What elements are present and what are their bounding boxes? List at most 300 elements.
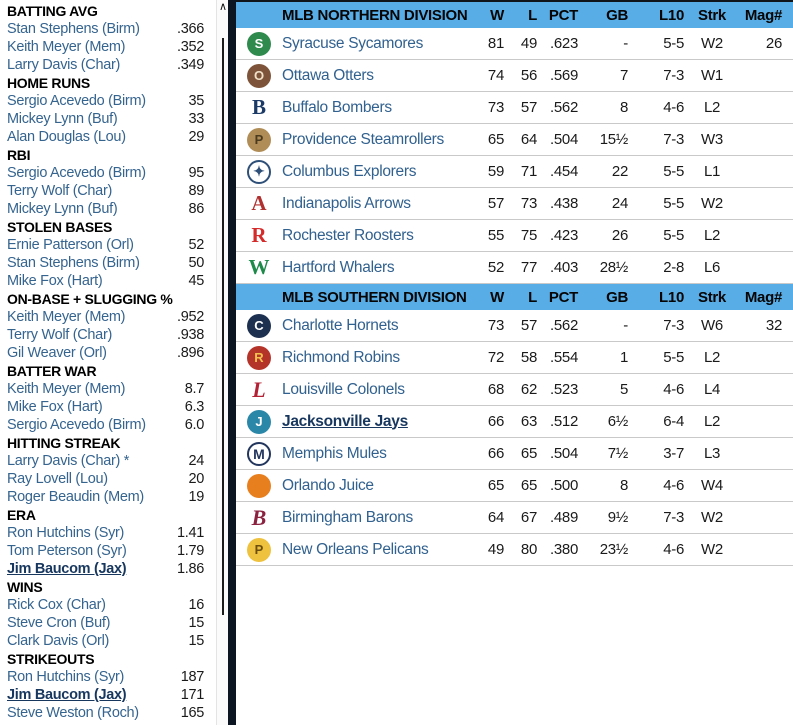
team-logo-cell — [236, 538, 282, 562]
scrollbar-thumb[interactable] — [222, 38, 224, 615]
player-name-link[interactable]: Jim Baucom (Jax) — [7, 687, 127, 703]
team-logo-cell — [236, 32, 282, 56]
sidebar-scrollbar[interactable] — [216, 0, 228, 725]
leader-row[interactable] — [0, 110, 216, 128]
player-stat-value: .366 — [176, 21, 204, 37]
team-logo-cell — [236, 346, 282, 370]
column-header-gb[interactable]: GB — [606, 288, 628, 306]
column-header-gb[interactable]: GB — [606, 6, 628, 24]
leader-row[interactable] — [0, 182, 216, 200]
team-last10: 2-8 — [663, 259, 684, 276]
team-row[interactable] — [236, 310, 793, 342]
team-games-back: 1 — [619, 349, 628, 366]
leader-row[interactable] — [0, 128, 216, 146]
leader-list — [0, 164, 216, 218]
team-row[interactable] — [236, 534, 793, 566]
team-pct: .380 — [550, 541, 578, 558]
team-name-link[interactable]: Columbus Explorers — [282, 162, 417, 180]
leader-section — [0, 290, 216, 362]
team-pct: .504 — [550, 131, 578, 148]
team-streak: L2 — [703, 227, 721, 244]
leader-list — [0, 524, 216, 578]
division-standings — [236, 2, 793, 284]
team-losses: 65 — [520, 445, 537, 462]
team-last10: 4-6 — [663, 477, 684, 494]
team-last10: 5-5 — [663, 163, 684, 180]
team-logo-icon: M — [247, 442, 271, 466]
team-logo-cell — [236, 192, 282, 216]
team-logo-cell — [236, 506, 282, 530]
team-wins: 66 — [487, 445, 504, 462]
team-wins: 49 — [487, 541, 504, 558]
leader-row[interactable] — [0, 254, 216, 272]
column-header-l[interactable]: L — [528, 288, 537, 306]
player-name-link[interactable]: Tom Peterson (Syr) — [7, 543, 127, 559]
leader-section — [0, 506, 216, 578]
team-name-link[interactable]: Memphis Mules — [282, 444, 387, 462]
leader-row[interactable] — [0, 686, 216, 704]
leader-row[interactable] — [0, 236, 216, 254]
leader-row[interactable] — [0, 488, 216, 506]
player-name-link[interactable]: Ron Hutchins (Syr) — [7, 525, 125, 541]
standings-panel — [236, 0, 793, 725]
player-stat-value: 33 — [188, 111, 204, 127]
team-games-back: - — [623, 35, 628, 52]
team-name-link[interactable]: Orlando Juice — [282, 476, 374, 494]
team-streak: L3 — [703, 445, 721, 462]
team-logo-cell — [236, 474, 282, 498]
team-streak: W2 — [701, 509, 723, 526]
leader-section — [0, 218, 216, 290]
team-logo-cell — [236, 256, 282, 280]
team-name-link[interactable]: Providence Steamrollers — [282, 130, 444, 148]
player-stat-value: 6.0 — [184, 417, 204, 433]
team-streak: W2 — [701, 195, 723, 212]
player-stat-value: 86 — [188, 201, 204, 217]
team-games-back: 24 — [611, 195, 628, 212]
team-wins: 72 — [487, 349, 504, 366]
team-games-back: 6½ — [607, 413, 628, 430]
team-streak: L6 — [703, 259, 721, 276]
team-pct: .562 — [550, 317, 578, 334]
leader-row[interactable] — [0, 272, 216, 290]
player-name-link[interactable]: Steve Cron (Buf) — [7, 615, 111, 631]
team-logo-cell — [236, 224, 282, 248]
player-name-link[interactable]: Clark Davis (Orl) — [7, 633, 110, 649]
team-losses: 64 — [520, 131, 537, 148]
team-streak: L2 — [703, 349, 721, 366]
team-last10: 5-5 — [663, 227, 684, 244]
team-row[interactable] — [236, 156, 793, 188]
team-pct: .489 — [550, 509, 578, 526]
column-header-pct[interactable]: PCT — [548, 288, 578, 306]
player-stat-value: 95 — [188, 165, 204, 181]
player-stat-value: 29 — [188, 129, 204, 145]
team-name-link[interactable]: Charlotte Hornets — [282, 316, 399, 334]
team-logo-icon: P — [247, 128, 271, 152]
player-name-link[interactable]: Jim Baucom (Jax) — [7, 561, 127, 577]
player-name-link[interactable]: Larry Davis (Char) * — [7, 453, 130, 469]
player-stat-value: 20 — [188, 471, 204, 487]
leader-list — [0, 596, 216, 650]
team-pct: .562 — [550, 99, 578, 116]
column-header-strk[interactable]: Strk — [698, 288, 726, 306]
team-logo-icon: ✦ — [247, 160, 271, 184]
player-name-link[interactable]: Gil Weaver (Orl) — [7, 345, 107, 361]
team-pct: .504 — [550, 445, 578, 462]
player-stat-value: 50 — [188, 255, 204, 271]
team-row[interactable] — [236, 28, 793, 60]
leader-section-title: WINS — [7, 579, 43, 595]
team-wins: 73 — [487, 99, 504, 116]
player-name-link[interactable]: Roger Beaudin (Mem) — [7, 489, 144, 505]
leader-section — [0, 2, 216, 74]
column-header-mag[interactable]: Mag# — [744, 288, 782, 306]
team-row[interactable] — [236, 220, 793, 252]
team-pct: .454 — [550, 163, 578, 180]
player-name-link[interactable]: Keith Meyer (Mem) — [7, 39, 126, 55]
team-games-back: 23½ — [599, 541, 628, 558]
team-name-link[interactable]: Ottawa Otters — [282, 66, 374, 84]
team-pct: .623 — [550, 35, 578, 52]
leader-section-title: ON-BASE + SLUGGING % — [7, 291, 173, 307]
team-name-link[interactable]: Indianapolis Arrows — [282, 194, 411, 212]
leader-row[interactable] — [0, 668, 216, 686]
leader-section-title: HOME RUNS — [7, 75, 90, 91]
leader-list — [0, 380, 216, 434]
division-rows — [236, 310, 793, 566]
team-last10: 5-5 — [663, 195, 684, 212]
team-games-back: 15½ — [599, 131, 628, 148]
team-games-back: 5 — [619, 381, 628, 398]
leader-section — [0, 362, 216, 434]
team-wins: 57 — [487, 195, 504, 212]
player-stat-value: 1.79 — [176, 543, 204, 559]
division-header — [236, 284, 793, 310]
player-stat-value: 8.7 — [184, 381, 204, 397]
team-name-link[interactable]: Louisville Colonels — [282, 380, 405, 398]
team-last10: 3-7 — [663, 445, 684, 462]
team-pct: .512 — [550, 413, 578, 430]
scroll-up-icon[interactable]: ∧ — [218, 1, 228, 13]
team-logo-cell — [236, 378, 282, 402]
player-name-link[interactable]: Stan Stephens (Birm) — [7, 255, 140, 271]
team-name-link[interactable]: Richmond Robins — [282, 348, 400, 366]
leader-row[interactable] — [0, 20, 216, 38]
player-name-link[interactable]: Mike Fox (Hart) — [7, 399, 103, 415]
division-header — [236, 2, 793, 28]
leader-row[interactable] — [0, 560, 216, 578]
team-wins: 73 — [487, 317, 504, 334]
column-header-mag[interactable]: Mag# — [744, 6, 782, 24]
leader-row[interactable] — [0, 596, 216, 614]
league-leaders-sidebar — [0, 0, 216, 725]
team-name-link[interactable]: Syracuse Sycamores — [282, 34, 424, 52]
team-name-link[interactable]: Hartford Whalers — [282, 258, 395, 276]
team-row[interactable] — [236, 124, 793, 156]
team-logo-cell — [236, 64, 282, 88]
player-stat-value: 16 — [188, 597, 204, 613]
leader-row[interactable] — [0, 38, 216, 56]
team-logo-icon: L — [252, 376, 266, 402]
leader-row[interactable] — [0, 200, 216, 218]
team-games-back: 9½ — [607, 509, 628, 526]
team-row[interactable] — [236, 252, 793, 284]
leader-section — [0, 74, 216, 146]
team-pct: .403 — [550, 259, 578, 276]
team-logo-icon: B — [251, 504, 267, 530]
leader-section-title: STOLEN BASES — [7, 219, 113, 235]
leader-list — [0, 236, 216, 290]
leader-section — [0, 434, 216, 506]
team-logo-icon: A — [251, 191, 267, 215]
player-name-link[interactable]: Sergio Acevedo (Birm) — [7, 165, 146, 181]
team-streak: L2 — [703, 413, 721, 430]
player-name-link[interactable]: Steve Weston (Roch) — [7, 705, 139, 721]
team-row[interactable] — [236, 342, 793, 374]
team-wins: 55 — [487, 227, 504, 244]
leader-row[interactable] — [0, 542, 216, 560]
player-stat-value: .896 — [176, 345, 204, 361]
team-losses: 63 — [520, 413, 537, 430]
player-name-link[interactable]: Ron Hutchins (Syr) — [7, 669, 125, 685]
player-stat-value: 171 — [180, 687, 204, 703]
team-losses: 56 — [520, 67, 537, 84]
leader-section — [0, 650, 216, 722]
player-name-link[interactable]: Keith Meyer (Mem) — [7, 381, 126, 397]
player-stat-value: 35 — [188, 93, 204, 109]
team-logo-cell — [236, 442, 282, 466]
leader-row[interactable] — [0, 452, 216, 470]
team-last10: 6-4 — [663, 413, 684, 430]
column-header-strk[interactable]: Strk — [698, 6, 726, 24]
team-row[interactable] — [236, 60, 793, 92]
team-last10: 7-3 — [663, 67, 684, 84]
player-name-link[interactable]: Larry Davis (Char) — [7, 57, 121, 73]
team-row[interactable] — [236, 502, 793, 534]
leader-section-title: HITTING STREAK — [7, 435, 121, 451]
player-stat-value: 6.3 — [184, 399, 204, 415]
team-last10: 5-5 — [663, 35, 684, 52]
division-rows — [236, 28, 793, 284]
team-last10: 7-3 — [663, 317, 684, 334]
leader-row[interactable] — [0, 470, 216, 488]
player-stat-value: 1.86 — [176, 561, 204, 577]
team-logo-icon: P — [247, 538, 271, 562]
team-games-back: 8 — [619, 99, 628, 116]
team-streak: W3 — [701, 131, 723, 148]
team-losses: 57 — [520, 99, 537, 116]
leader-list — [0, 452, 216, 506]
team-name-link[interactable]: New Orleans Pelicans — [282, 540, 429, 558]
team-row[interactable] — [236, 438, 793, 470]
team-games-back: 7 — [619, 67, 628, 84]
team-logo-icon: W — [248, 255, 270, 279]
team-last10: 4-6 — [663, 381, 684, 398]
team-games-back: 28½ — [599, 259, 628, 276]
team-losses: 73 — [520, 195, 537, 212]
leader-row[interactable] — [0, 326, 216, 344]
division-standings — [236, 284, 793, 566]
team-pct: .438 — [550, 195, 578, 212]
leader-list — [0, 92, 216, 146]
player-name-link[interactable]: Mickey Lynn (Buf) — [7, 201, 118, 217]
leader-row[interactable] — [0, 704, 216, 722]
column-header-l10[interactable]: L10 — [659, 6, 684, 24]
player-stat-value: 89 — [188, 183, 204, 199]
leader-row[interactable] — [0, 344, 216, 362]
team-row[interactable] — [236, 188, 793, 220]
leader-row[interactable] — [0, 56, 216, 74]
team-last10: 7-3 — [663, 509, 684, 526]
team-wins: 52 — [487, 259, 504, 276]
team-losses: 49 — [520, 35, 537, 52]
leader-row[interactable] — [0, 308, 216, 326]
leader-section-title: RBI — [7, 147, 31, 163]
leader-row[interactable] — [0, 92, 216, 110]
team-pct: .554 — [550, 349, 578, 366]
team-wins: 65 — [487, 477, 504, 494]
team-wins: 68 — [487, 381, 504, 398]
team-losses: 75 — [520, 227, 537, 244]
division-title: MLB NORTHERN DIVISION — [282, 6, 468, 24]
division-title: MLB SOUTHERN DIVISION — [282, 288, 467, 306]
team-streak: L1 — [703, 163, 721, 180]
player-stat-value: 24 — [188, 453, 204, 469]
leader-row[interactable] — [0, 164, 216, 182]
team-games-back: 22 — [611, 163, 628, 180]
team-streak: W2 — [701, 35, 723, 52]
team-wins: 74 — [487, 67, 504, 84]
team-losses: 58 — [520, 349, 537, 366]
team-pct: .523 — [550, 381, 578, 398]
leader-section-title: BATTER WAR — [7, 363, 97, 379]
team-logo-cell — [236, 128, 282, 152]
team-row[interactable] — [236, 374, 793, 406]
leader-row[interactable] — [0, 614, 216, 632]
player-name-link[interactable]: Ray Lovell (Lou) — [7, 471, 108, 487]
player-name-link[interactable]: Ernie Patterson (Orl) — [7, 237, 134, 253]
player-name-link[interactable]: Rick Cox (Char) — [7, 597, 106, 613]
team-logo-icon: C — [247, 314, 271, 338]
team-magic-number: 26 — [765, 35, 782, 52]
player-name-link[interactable]: Mike Fox (Hart) — [7, 273, 103, 289]
team-losses: 67 — [520, 509, 537, 526]
leader-list — [0, 668, 216, 722]
team-losses: 57 — [520, 317, 537, 334]
column-header-w[interactable]: W — [490, 288, 504, 306]
team-wins: 59 — [487, 163, 504, 180]
team-logo-icon: R — [251, 223, 267, 247]
column-header-l10[interactable]: L10 — [659, 288, 684, 306]
team-row[interactable] — [236, 92, 793, 124]
team-wins: 64 — [487, 509, 504, 526]
column-header-w[interactable]: W — [490, 6, 504, 24]
leader-row[interactable] — [0, 632, 216, 650]
leader-row[interactable] — [0, 398, 216, 416]
leader-list — [0, 20, 216, 74]
player-name-link[interactable]: Stan Stephens (Birm) — [7, 21, 140, 37]
team-logo-cell — [236, 96, 282, 120]
player-stat-value: 165 — [180, 705, 204, 721]
team-wins: 66 — [487, 413, 504, 430]
team-losses: 65 — [520, 477, 537, 494]
leader-row[interactable] — [0, 416, 216, 434]
player-name-link[interactable]: Terry Wolf (Char) — [7, 327, 113, 343]
player-stat-value: 1.41 — [176, 525, 204, 541]
team-wins: 81 — [487, 35, 504, 52]
team-streak: L4 — [703, 381, 721, 398]
leader-section-title: STRIKEOUTS — [7, 651, 95, 667]
team-name-link[interactable]: Buffalo Bombers — [282, 98, 392, 116]
team-streak: L2 — [703, 99, 721, 116]
team-pct: .423 — [550, 227, 578, 244]
player-name-link[interactable]: Terry Wolf (Char) — [7, 183, 113, 199]
player-stat-value: 15 — [188, 633, 204, 649]
team-last10: 4-6 — [663, 99, 684, 116]
team-magic-number: 32 — [765, 317, 782, 334]
player-stat-value: .952 — [176, 309, 204, 325]
team-last10: 7-3 — [663, 131, 684, 148]
team-row[interactable] — [236, 406, 793, 438]
column-header-pct[interactable]: PCT — [548, 6, 578, 24]
team-losses: 71 — [520, 163, 537, 180]
leader-row[interactable] — [0, 380, 216, 398]
team-pct: .500 — [550, 477, 578, 494]
player-stat-value: .938 — [176, 327, 204, 343]
leader-list — [0, 308, 216, 362]
leader-section — [0, 578, 216, 650]
player-stat-value: 187 — [180, 669, 204, 685]
team-logo-icon — [247, 474, 271, 498]
team-games-back: 8 — [619, 477, 628, 494]
team-logo-cell — [236, 410, 282, 434]
player-stat-value: 19 — [188, 489, 204, 505]
player-name-link[interactable]: Sergio Acevedo (Birm) — [7, 417, 146, 433]
team-logo-icon: B — [251, 95, 266, 119]
team-logo-icon: O — [247, 64, 271, 88]
team-games-back: - — [623, 317, 628, 334]
player-name-link[interactable]: Alan Douglas (Lou) — [7, 129, 126, 145]
team-losses: 80 — [520, 541, 537, 558]
player-name-link[interactable]: Keith Meyer (Mem) — [7, 309, 126, 325]
team-wins: 65 — [487, 131, 504, 148]
team-streak: W2 — [701, 541, 723, 558]
player-name-link[interactable]: Sergio Acevedo (Birm) — [7, 93, 146, 109]
team-streak: W4 — [701, 477, 723, 494]
team-name-link[interactable]: Rochester Roosters — [282, 226, 414, 244]
team-name-link[interactable]: Jacksonville Jays — [282, 412, 408, 430]
team-logo-cell — [236, 160, 282, 184]
team-losses: 77 — [520, 259, 537, 276]
team-logo-icon: S — [247, 32, 271, 56]
column-header-l[interactable]: L — [528, 6, 537, 24]
team-pct: .569 — [550, 67, 578, 84]
player-name-link[interactable]: Mickey Lynn (Buf) — [7, 111, 118, 127]
team-name-link[interactable]: Birmingham Barons — [282, 508, 414, 526]
player-stat-value: .349 — [176, 57, 204, 73]
player-stat-value: 15 — [188, 615, 204, 631]
team-row[interactable] — [236, 470, 793, 502]
panel-divider — [228, 0, 236, 725]
team-last10: 4-6 — [663, 541, 684, 558]
team-logo-icon: J — [247, 410, 271, 434]
leader-row[interactable] — [0, 524, 216, 542]
team-games-back: 26 — [611, 227, 628, 244]
leader-section — [0, 146, 216, 218]
team-streak: W6 — [701, 317, 723, 334]
team-streak: W1 — [701, 67, 723, 84]
